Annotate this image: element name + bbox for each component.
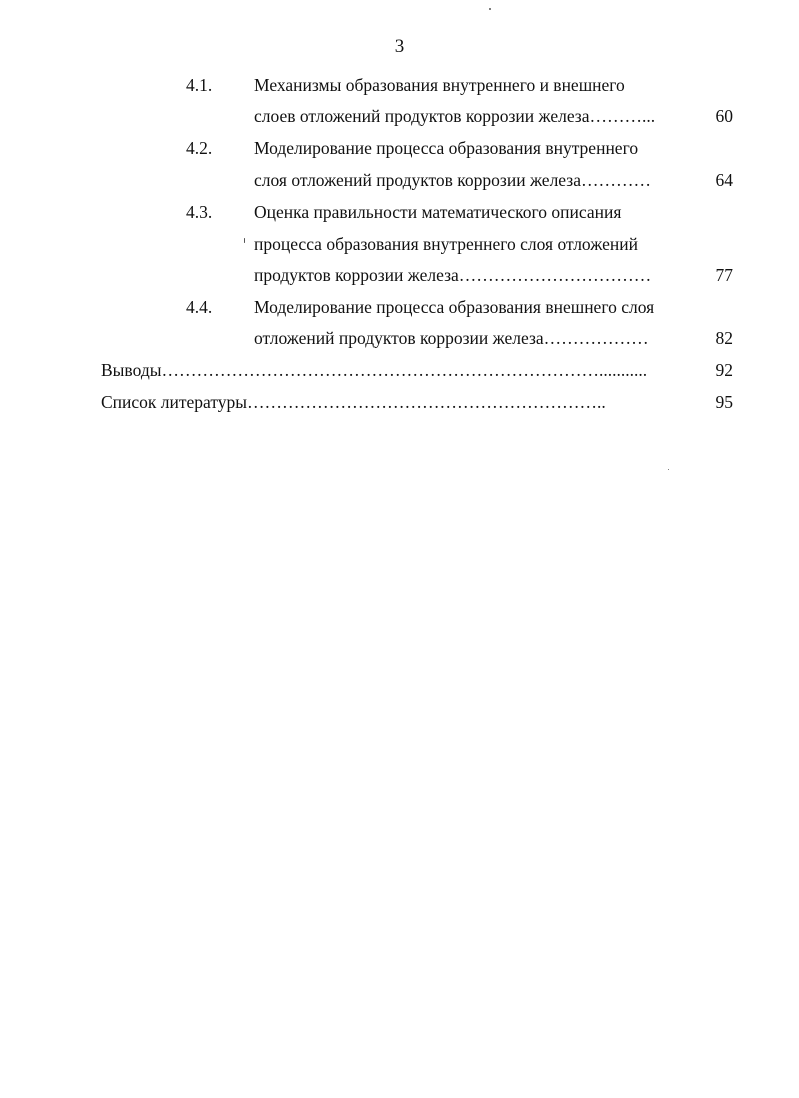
toc-entry-number: 4.1. xyxy=(186,75,213,95)
toc-entry-line: Моделирование процесса образования внутреннего xyxy=(254,138,639,158)
page-number: 3 xyxy=(394,36,405,57)
toc-entry-page: 82 xyxy=(715,328,733,348)
toc-entry-line: продуктов коррозии железа…………………………… xyxy=(254,265,652,285)
toc-entry-page: 77 xyxy=(715,265,733,285)
toc-entry-page: 64 xyxy=(715,170,733,190)
toc-entry-number: 4.3. xyxy=(186,202,213,222)
scan-speck xyxy=(489,8,491,10)
toc-entry-line: отложений продуктов коррозии железа……………… xyxy=(254,328,649,348)
toc-entry-line: слоя отложений продуктов коррозии железа………… xyxy=(254,170,651,190)
toc-entry-line: Оценка правильности математического описания xyxy=(254,202,622,222)
scan-speck xyxy=(668,469,669,470)
toc-entry-number: 4.4. xyxy=(186,297,213,317)
toc-entry-line: Список литературы…………………………………………………….. xyxy=(101,392,606,412)
toc-entry-line: слоев отложений продуктов коррозии железа………... xyxy=(254,106,656,126)
toc-entry-number: 4.2. xyxy=(186,138,213,158)
scan-speck xyxy=(244,238,245,243)
toc-entry-page: 92 xyxy=(715,360,733,380)
toc-entry-page: 60 xyxy=(715,106,733,126)
toc-entry-page: 95 xyxy=(715,392,733,412)
toc-entry-line: процесса образования внутреннего слоя отложений xyxy=(254,234,638,254)
toc-entry-line: Выводы…………………………………………………………………........... xyxy=(101,360,648,380)
toc-entry-line: Механизмы образования внутреннего и внешнего xyxy=(254,75,625,95)
toc-entry-line: Моделирование процесса образования внешнего слоя xyxy=(254,297,655,317)
